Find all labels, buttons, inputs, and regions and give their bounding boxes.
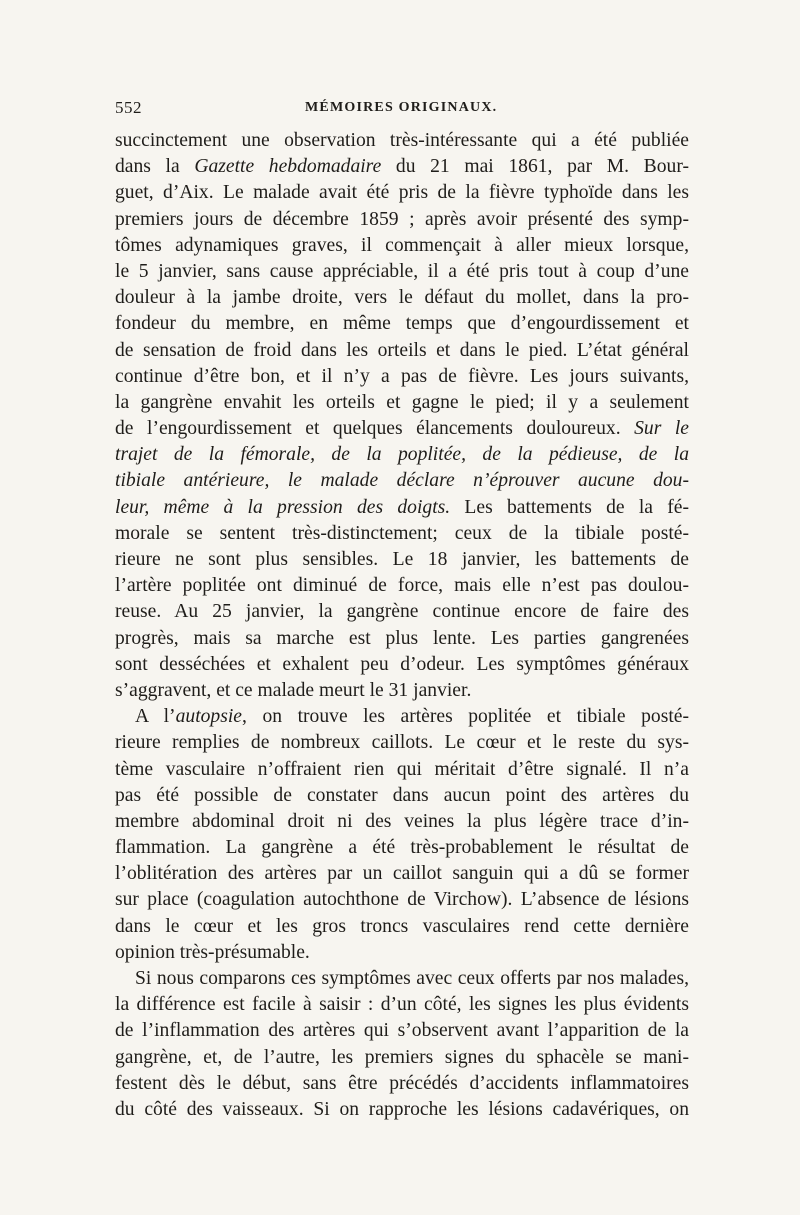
- text-segment: rieure remplies de nombreux caillots. Le cœur et le reste du sys-: [115, 732, 689, 754]
- text-line: [115, 468, 689, 494]
- text-segment: la gangrène envahit les orteils et gagne le pied; il y a seulement: [115, 391, 689, 413]
- text-line: [115, 652, 689, 678]
- text-line: [115, 1097, 689, 1123]
- text-segment: tômes adynamiques graves, il commençait à aller mieux lorsque,: [115, 234, 689, 256]
- text-line: [115, 259, 689, 285]
- italic-text: leur, même à la pression des doigts.: [115, 496, 451, 518]
- text-line: [115, 940, 689, 966]
- text-segment: de sensation de froid dans les orteils et dans le pied. L’état général: [115, 339, 689, 361]
- text-line: [115, 128, 689, 154]
- text-line: [115, 730, 689, 756]
- text-segment: pas été possible de constater dans aucun point des artères du: [115, 784, 689, 806]
- page-number: 552: [115, 98, 142, 117]
- text-line: [115, 599, 689, 625]
- text-segment: progrès, mais sa marche est plus lente. Les parties gangrenées: [115, 627, 689, 649]
- text-segment: reuse. Au 25 janvier, la gangrène continue encore de faire des: [115, 601, 689, 623]
- text-segment: douleur à la jambe droite, vers le défaut du mollet, dans la pro-: [115, 287, 689, 309]
- text-line: [115, 207, 689, 233]
- text-line: [115, 390, 689, 416]
- text-line: [115, 442, 689, 468]
- text-line: [115, 547, 689, 573]
- text-segment: tème vasculaire n’offraient rien qui méritait d’être signalé. Il n’a: [115, 758, 689, 780]
- text-line: [115, 704, 689, 730]
- text-line: [115, 678, 689, 704]
- text-segment: le 5 janvier, sans cause appréciable, il a été pris tout à coup d’une: [115, 260, 689, 282]
- italic-text: trajet de la fémorale, de la poplitée, de la pédieuse, de la: [115, 444, 689, 466]
- text-segment: A l’: [135, 706, 176, 728]
- text-line: [115, 861, 689, 887]
- text-segment: fondeur du membre, en même temps que d’engourdissement et: [115, 313, 689, 335]
- text-line: [115, 887, 689, 913]
- text-segment: de l’engourdissement et quelques élancements douloureux.: [115, 418, 635, 440]
- text-line: [115, 495, 689, 521]
- text-line: [115, 338, 689, 364]
- text-line: [115, 914, 689, 940]
- text-segment: l’artère poplitée ont diminué de force, mais elle n’est pas doulou-: [115, 575, 689, 597]
- text-segment: flammation. La gangrène a été très-probablement le résultat de: [115, 837, 689, 859]
- text-line: [115, 573, 689, 599]
- text-segment: opinion très-présumable.: [115, 941, 310, 963]
- text-segment: guet, d’Aix. Le malade avait été pris de la fièvre typhoïde dans les: [115, 182, 689, 204]
- text-line: [115, 180, 689, 206]
- text-line: [115, 966, 689, 992]
- italic-text: Sur le: [634, 418, 689, 440]
- text-line: [115, 835, 689, 861]
- text-line: [115, 992, 689, 1018]
- text-segment: Si nous comparons ces symptômes avec ceux offerts par nos malades,: [135, 968, 689, 989]
- text-line: [115, 1071, 689, 1097]
- text-segment: s’aggravent, et ce malade meurt le 31 janvier.: [115, 679, 472, 701]
- text-segment: festent dès le début, sans être précédés d’accidents inflammatoires: [115, 1072, 689, 1094]
- text-line: [115, 1018, 689, 1044]
- text-line: [115, 757, 689, 783]
- running-title: MÉMOIRES ORIGINAUX.: [305, 100, 498, 115]
- text-line: [115, 1045, 689, 1071]
- text-line: [115, 521, 689, 547]
- text-segment: dans le cœur et les gros troncs vasculaires rend cette dernière: [115, 915, 689, 937]
- text-line: [115, 364, 689, 390]
- text-line: [115, 311, 689, 337]
- text-segment: morale se sentent très-distinctement; ceux de la tibiale posté-: [115, 522, 689, 544]
- text-segment: , on trouve les artères poplitée et tibiale posté-: [242, 706, 689, 728]
- text-segment: succinctement une observation très-intéressante qui a été publiée: [115, 130, 689, 151]
- text-segment: du côté des vaisseaux. Si on rapproche les lésions cadavériques, on: [115, 1098, 689, 1120]
- text-segment: gangrène, et, de l’autre, les premiers signes du sphacèle se mani-: [115, 1046, 689, 1068]
- text-segment: de l’inflammation des artères qui s’observent avant l’apparition de la: [115, 1020, 689, 1042]
- italic-text: Gazette hebdomadaire: [194, 156, 382, 178]
- body-text: [115, 128, 689, 1123]
- text-segment: la différence est facile à saisir : d’un côté, les signes les plus évidents: [115, 994, 689, 1016]
- text-segment: premiers jours de décembre 1859 ; après avoir présenté des symp-: [115, 208, 689, 230]
- text-segment: membre abdominal droit ni des veines la plus légère trace d’in-: [115, 810, 689, 832]
- text-line: [115, 416, 689, 442]
- text-segment: rieure ne sont plus sensibles. Le 18 janvier, les battements de: [115, 549, 689, 570]
- text-line: [115, 809, 689, 835]
- text-line: [115, 233, 689, 259]
- text-segment: sur place (coagulation autochthone de Virchow). L’absence de lésions: [115, 889, 689, 911]
- running-head: [115, 98, 687, 122]
- text-segment: sont desséchées et exhalent peu d’odeur. Les symptômes généraux: [115, 653, 689, 675]
- text-segment: Les battements de la fé-: [450, 496, 689, 518]
- text-segment: continue d’être bon, et il n’y a pas de fièvre. Les jours suivants,: [115, 365, 689, 387]
- text-line: [115, 626, 689, 652]
- italic-text: autopsie: [175, 706, 242, 728]
- text-line: [115, 783, 689, 809]
- text-line: [115, 154, 689, 180]
- text-line: [115, 285, 689, 311]
- text-segment: l’oblitération des artères par un caillot sanguin qui a dû se former: [115, 863, 689, 885]
- text-segment: dans la: [115, 156, 195, 178]
- text-segment: du 21 mai 1861, par M. Bour-: [381, 156, 689, 178]
- italic-text: tibiale antérieure, le malade déclare n’éprouver aucune dou-: [115, 470, 689, 492]
